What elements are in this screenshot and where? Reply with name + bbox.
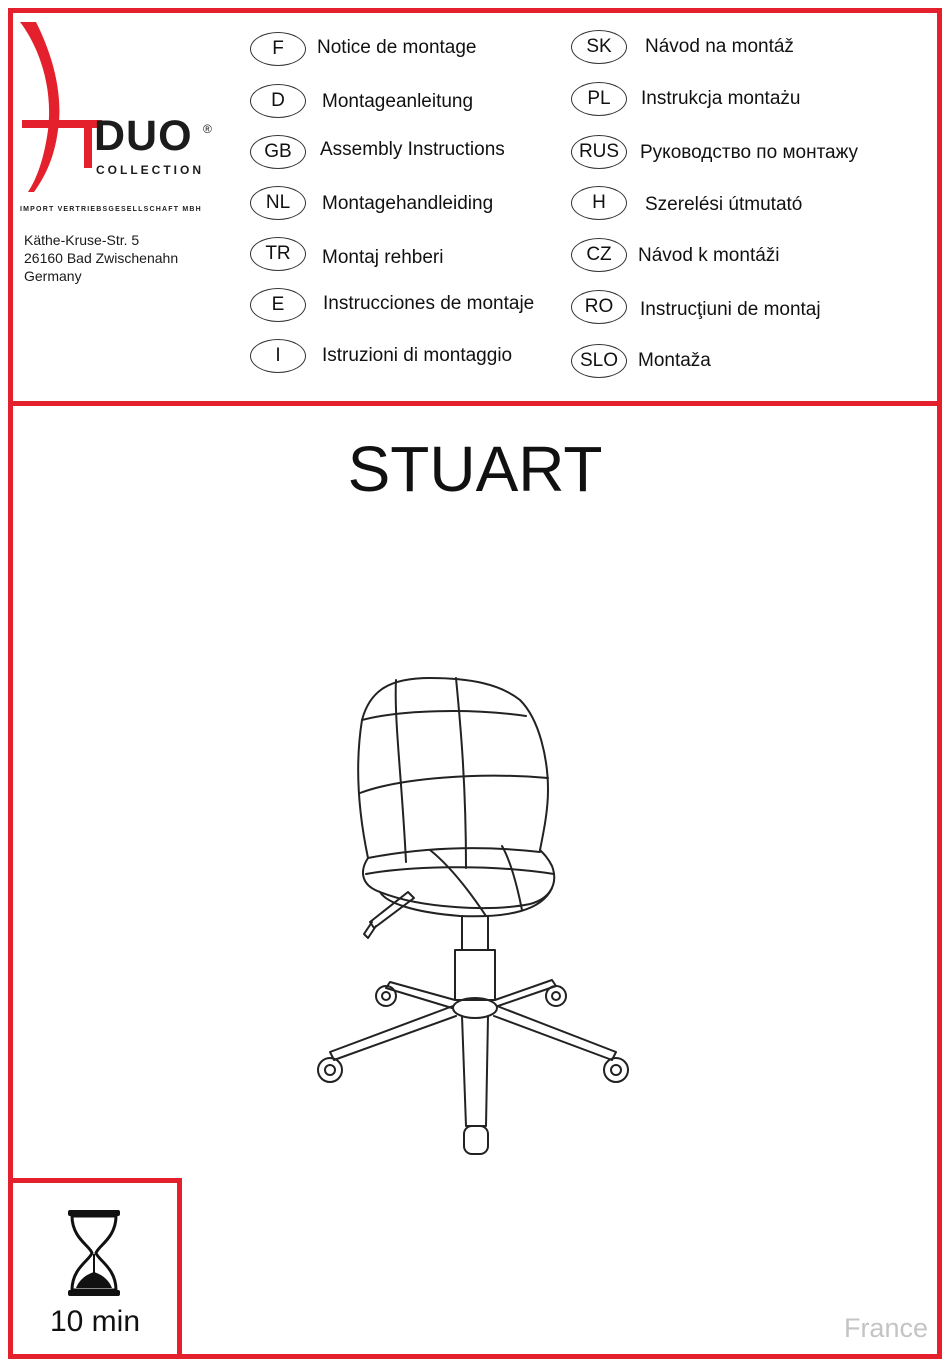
lang-code-badge: I [250,339,306,373]
lang-code-badge: RUS [571,135,627,169]
lang-title: Návod k montáži [638,245,780,266]
hourglass-icon [64,1208,124,1298]
lang-title: Návod na montáž [645,36,794,57]
assembly-duration: 10 min [49,1305,141,1338]
lang-title: Montagehandleiding [322,193,494,214]
lang-title: Istruzioni di montaggio [322,345,513,366]
lang-title: Instrucciones de montaje [323,293,535,314]
lang-title: Montaj rehberi [322,247,444,268]
lang-title: Instrukcja montażu [641,88,801,109]
lang-code-badge: RO [571,290,627,324]
lang-title: Montageanleitung [322,91,474,112]
lang-code-badge: GB [250,135,306,169]
registered-mark: ® [203,122,212,136]
lang-title: Montaža [638,350,711,371]
lang-code-badge: CZ [571,238,627,272]
lang-title: Notice de montage [317,37,477,58]
lang-code-badge: SLO [571,344,627,378]
lang-title: Assembly Instructions [320,139,505,160]
address-city: 26160 Bad Zwischenahn [24,250,179,266]
lang-title: Instrucţiuni de montaj [640,299,821,320]
brand-tagline: IMPORT VERTRIEBSGESELLSCHAFT MBH [20,206,202,213]
chair-illustration [290,660,670,1160]
lang-code-badge: TR [250,237,306,271]
lang-code-badge: F [250,32,306,66]
address-country: Germany [24,268,82,284]
lang-code-badge: E [250,288,306,322]
lang-code-badge: PL [571,82,627,116]
lang-code-badge: D [250,84,306,118]
brand-subtitle: COLLECTION [96,163,204,177]
country-label: France [843,1313,928,1343]
lang-title: Szerelési útmutató [645,194,803,215]
lang-title: Руководство по монтажу [640,142,859,163]
address-street: Käthe-Kruse-Str. 5 [24,232,140,248]
product-title: STUART [347,433,603,505]
lang-code-badge: SK [571,30,627,64]
lang-code-badge: H [571,186,627,220]
brand-name: DUO [94,112,193,160]
lang-code-badge: NL [250,186,306,220]
